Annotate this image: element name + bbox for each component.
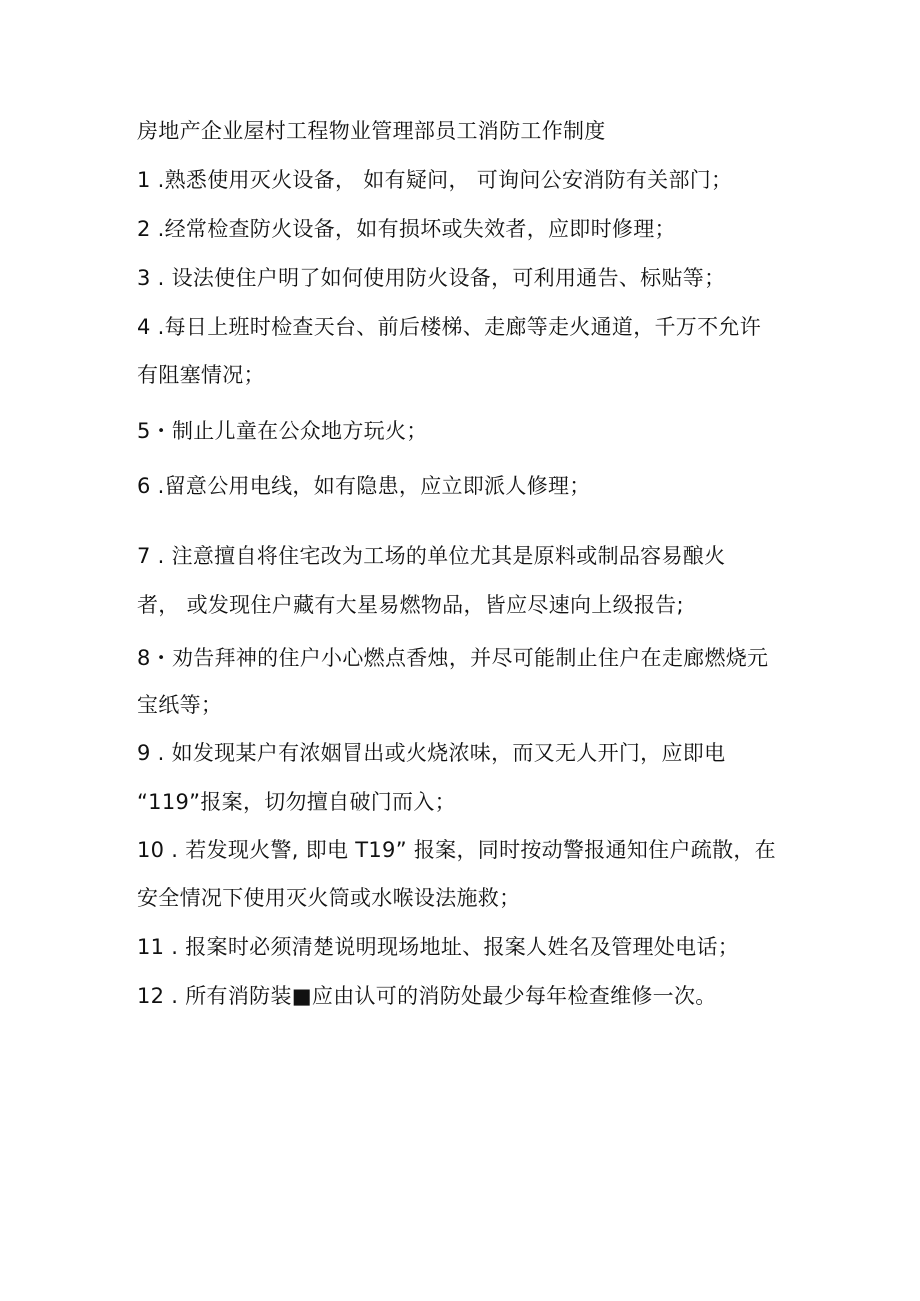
- rule-11: 11 . 报案时必须清楚说明现场地址、报案人姓名及管理处电话；: [137, 935, 740, 959]
- rule-7: 7 . 注意擅自将住宅改为工场的单位尤其是原料或制品容易酿火: [137, 544, 726, 568]
- rule-3: 3 . 设法使住户明了如何使用防火设备，可利用通告、标贴等；: [137, 266, 726, 290]
- rule-9: 9 . 如发现某户有浓姻冒出或火烧浓味，而又无人开门，应即电: [137, 741, 726, 765]
- rule-10: 10 . 若发现火警, 即电 T19” 报案，同时按动警报通知住户疏散，在: [137, 838, 776, 862]
- document-title: 房地产企业屋村工程物业管理部员工消防工作制度: [137, 119, 606, 143]
- rule-4: 4 .每日上班时检查天台、前后楼梯、走廊等走火通道，千万不允许: [137, 315, 762, 339]
- rule-8-cont: 宝纸等；: [137, 693, 223, 717]
- rule-5: 5・制止儿童在公众地方玩火；: [137, 419, 428, 443]
- rule-6: 6 .留意公用电线，如有隐患，应立即派人修理；: [137, 474, 591, 498]
- rule-2: 2 .经常检查防火设备，如有损坏或失效者，应即时修理；: [137, 217, 676, 241]
- rule-1: 1 .熟悉使用灭火设备， 如有疑问， 可询问公安消防有关部门；: [137, 168, 733, 192]
- rule-8: 8・劝告拜神的住户小心燃点香烛，并尽可能制止住户在走廊燃烧元: [137, 646, 769, 670]
- rule-7-cont: 者， 或发现住户藏有大星易燃物品，皆应尽速向上级报告;: [137, 593, 684, 617]
- rule-4-cont: 有阻塞情况；: [137, 363, 265, 387]
- rule-12: 12 . 所有消防装■应由认可的消防处最少每年检查维修一次。: [137, 984, 717, 1008]
- rule-9-cont: “119”报案，切勿擅自破门而入；: [137, 790, 456, 814]
- rule-10-cont: 安全情况下使用灭火筒或水喉设法施救；: [137, 886, 521, 910]
